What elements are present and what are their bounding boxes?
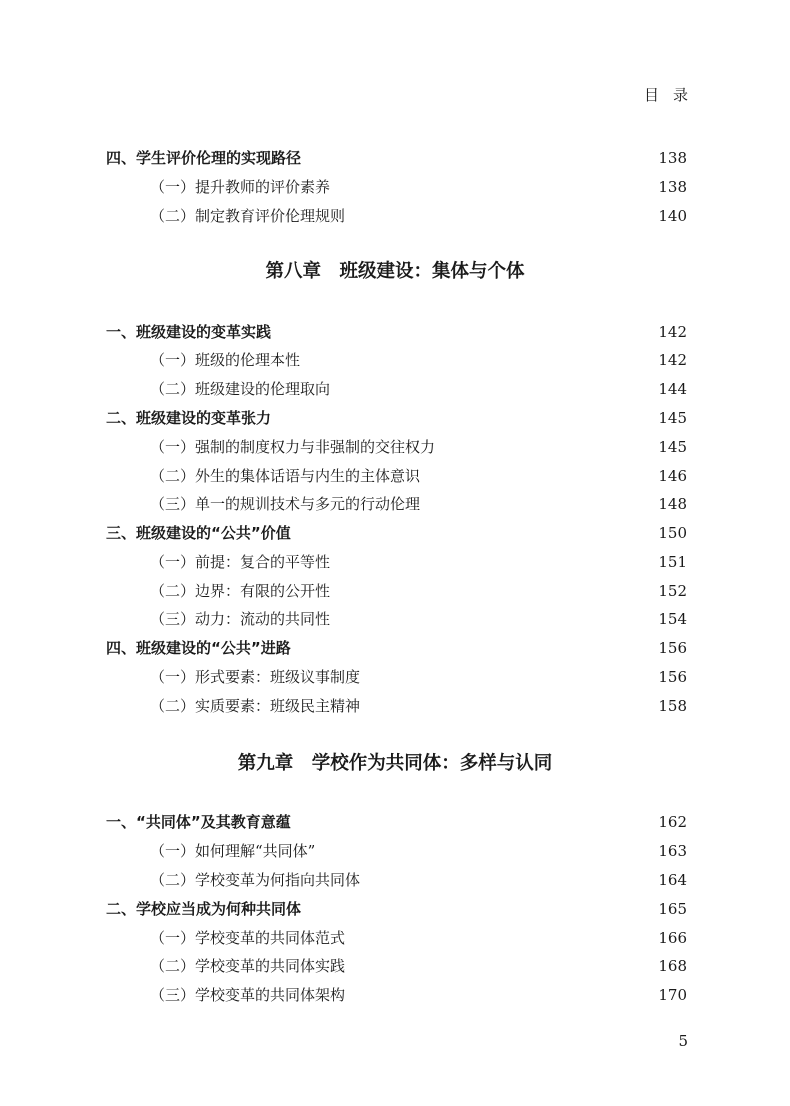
- entry-title: （二）学校变革为何指向共同体: [150, 871, 361, 889]
- toc-subsection-entry[interactable]: [106, 377, 687, 401]
- entry-page-number: 138: [658, 178, 687, 196]
- toc-subsection-entry[interactable]: [106, 839, 687, 863]
- entry-page-number: 144: [658, 380, 687, 398]
- entry-title: 二、班级建设的变革张力: [106, 409, 272, 427]
- entry-page-number: 156: [658, 639, 687, 657]
- entry-page-number: 165: [658, 900, 687, 918]
- entry-page-number: 170: [658, 986, 687, 1004]
- entry-page-number: 162: [658, 813, 687, 831]
- toc-subsection-entry[interactable]: [106, 492, 687, 516]
- entry-title: （一）提升教师的评价素养: [150, 178, 331, 196]
- entry-title: （二）学校变革的共同体实践: [150, 957, 346, 975]
- entry-title: 四、学生评价伦理的实现路径: [106, 149, 302, 167]
- toc-subsection-entry[interactable]: [106, 607, 687, 631]
- entry-title: （二）边界：有限的公开性: [150, 582, 331, 600]
- entry-title: （一）学校变革的共同体范式: [150, 929, 346, 947]
- entry-title: （二）制定教育评价伦理规则: [150, 207, 346, 225]
- chapter-heading: 第九章 学校作为共同体：多样与认同: [237, 753, 553, 774]
- entry-page-number: 145: [658, 409, 687, 427]
- toc-section-entry[interactable]: [106, 521, 687, 545]
- entry-page-number: 152: [658, 582, 687, 600]
- toc-subsection-entry[interactable]: [106, 868, 687, 892]
- entry-page-number: 142: [658, 323, 687, 341]
- entry-title: （三）学校变革的共同体架构: [150, 986, 346, 1004]
- entry-title: （一）形式要素：班级议事制度: [150, 668, 361, 686]
- entry-page-number: 156: [658, 668, 687, 686]
- toc-subsection-entry[interactable]: [106, 175, 687, 199]
- entry-title: 一、班级建设的变革实践: [106, 323, 272, 341]
- entry-page-number: 168: [658, 957, 687, 975]
- toc-subsection-entry[interactable]: [106, 665, 687, 689]
- entry-title: 四、班级建设的“公共”进路: [106, 639, 291, 657]
- toc-subsection-entry[interactable]: [106, 926, 687, 950]
- toc-section-entry[interactable]: [106, 146, 687, 170]
- running-header: [644, 84, 688, 105]
- entry-page-number: 166: [658, 929, 687, 947]
- entry-page-number: 150: [658, 524, 687, 542]
- entry-page-number: 145: [658, 438, 687, 456]
- toc-subsection-entry[interactable]: [106, 348, 687, 372]
- toc-section-entry[interactable]: [106, 406, 687, 430]
- toc-subsection-entry[interactable]: [106, 464, 687, 488]
- chapter-heading: 第八章 班级建设：集体与个体: [265, 261, 525, 282]
- entry-page-number: 142: [658, 351, 687, 369]
- toc-subsection-entry[interactable]: [106, 954, 687, 978]
- toc-section-entry[interactable]: [106, 320, 687, 344]
- entry-title: （二）班级建设的伦理取向: [150, 380, 331, 398]
- entry-title: （二）外生的集体话语与内生的主体意识: [150, 467, 421, 485]
- toc-section-entry[interactable]: [106, 897, 687, 921]
- toc-subsection-entry[interactable]: [106, 204, 687, 228]
- toc-subsection-entry[interactable]: [106, 694, 687, 718]
- entry-title: 一、“共同体”及其教育意蕴: [106, 813, 291, 831]
- toc-subsection-entry[interactable]: [106, 435, 687, 459]
- toc-subsection-entry[interactable]: [106, 983, 687, 1007]
- running-header-char: 录: [672, 86, 688, 104]
- running-header-char: 目: [643, 86, 659, 104]
- entry-page-number: 138: [658, 149, 687, 167]
- entry-page-number: 158: [658, 697, 687, 715]
- entry-title: （一）如何理解“共同体”: [150, 842, 316, 860]
- entry-page-number: 148: [658, 495, 687, 513]
- toc-subsection-entry[interactable]: [106, 550, 687, 574]
- entry-title: 二、学校应当成为何种共同体: [106, 900, 302, 918]
- entry-page-number: 164: [658, 871, 687, 889]
- entry-title: （三）单一的规训技术与多元的行动伦理: [150, 495, 421, 513]
- entry-title: （一）前提：复合的平等性: [150, 553, 331, 571]
- entry-title: （一）强制的制度权力与非强制的交往权力: [150, 438, 436, 456]
- page-number: 5: [678, 1032, 688, 1050]
- toc-section-entry[interactable]: [106, 636, 687, 660]
- toc-subsection-entry[interactable]: [106, 579, 687, 603]
- entry-page-number: 146: [658, 467, 687, 485]
- entry-page-number: 154: [658, 610, 687, 628]
- toc-section-entry[interactable]: [106, 810, 687, 834]
- entry-page-number: 163: [658, 842, 687, 860]
- entry-title: （二）实质要素：班级民主精神: [150, 697, 361, 715]
- entry-title: （三）动力：流动的共同性: [150, 610, 331, 628]
- entry-page-number: 140: [658, 207, 687, 225]
- entry-title: （一）班级的伦理本性: [150, 351, 301, 369]
- entry-title: 三、班级建设的“公共”价值: [106, 524, 291, 542]
- entry-page-number: 151: [658, 553, 687, 571]
